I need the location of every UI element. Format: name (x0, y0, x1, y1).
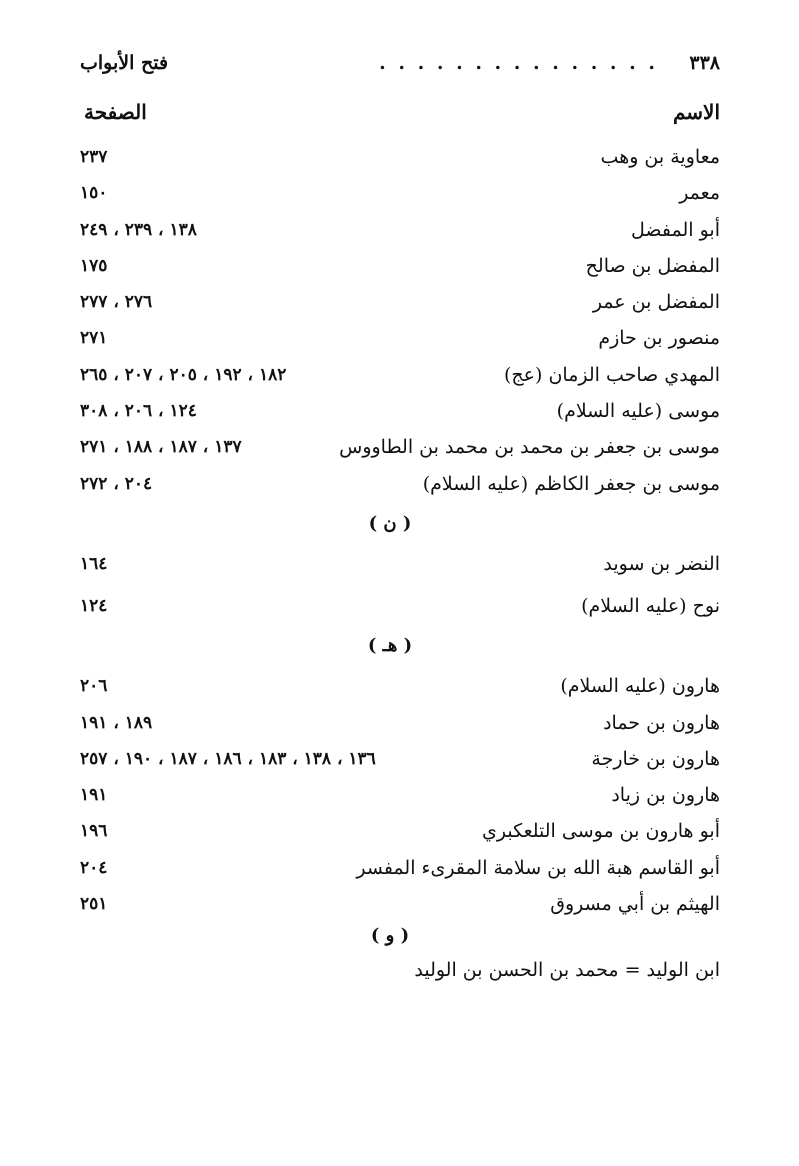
section-letter: ( هـ ) (367, 635, 413, 657)
index-entry (80, 396, 720, 432)
entry-pages: ١٢٤ (80, 595, 108, 616)
leader-dots: . . . . . . . . . . . . . . . (379, 52, 658, 74)
section-heading-waw (80, 925, 720, 959)
cross-reference (80, 959, 720, 997)
entry-name: المفضل بن عمر (592, 291, 720, 314)
index-entry (80, 469, 720, 505)
page-column-heading: الصفحة (84, 100, 147, 124)
index-entry (80, 853, 720, 889)
entry-pages: ١٧٥ (80, 255, 108, 276)
entry-name: معمر (679, 182, 720, 205)
index-entry (80, 287, 720, 323)
entry-pages: ١٢٤ ، ٢٠٦ ، ٣٠٨ (80, 401, 197, 422)
index-entry (80, 816, 720, 852)
entry-pages: ١٣٧ ، ١٨٧ ، ١٨٨ ، ٢٧١ (80, 437, 242, 458)
index-entry (80, 251, 720, 287)
entry-name: المهدي صاحب الزمان (عج) (504, 363, 720, 386)
index-entry (80, 142, 720, 178)
entry-name: أبو القاسم هبة الله بن سلامة المقرىء المفسر (356, 856, 720, 879)
entry-pages: ١٣٨ ، ٢٣٩ ، ٢٤٩ (80, 219, 197, 240)
index-entry (80, 360, 720, 396)
entry-pages: ٢٠٤ (80, 857, 108, 878)
entry-name: أبو المفضل (631, 218, 720, 241)
section-letter: ( ن ) (368, 512, 412, 534)
entry-name: موسى بن جعفر بن محمد بن محمد بن الطاووس (339, 436, 720, 459)
index-entry (80, 178, 720, 214)
section-letter: ( و ) (370, 925, 410, 947)
index-entry (80, 432, 720, 468)
index-entry (80, 744, 720, 780)
entry-pages: ١٩١ (80, 785, 108, 806)
column-headings (80, 88, 720, 142)
entry-name: هارون بن حماد (603, 711, 720, 734)
entry-pages: ٢٧٦ ، ٢٧٧ (80, 292, 153, 313)
index-entry (80, 889, 720, 925)
index-entry (80, 591, 720, 627)
book-title: فتح الأبواب (80, 52, 169, 74)
entry-name: الهيثم بن أبي مسروق (550, 893, 720, 916)
entry-pages: ٢٣٧ (80, 147, 108, 167)
entry-name: هارون (عليه السلام) (560, 675, 720, 698)
section-heading-ha (80, 627, 720, 671)
index-entry (80, 780, 720, 816)
cross-reference-text: ابن الوليد = محمد بن الحسن بن الوليد (414, 959, 720, 982)
index-entry (80, 671, 720, 707)
entry-pages: ١٥٠ (80, 183, 108, 204)
entry-pages: ٢٥١ (80, 894, 108, 915)
entry-pages: ١٦٤ (80, 553, 108, 574)
entry-pages: ١٣٦ ، ١٣٨ ، ١٨٣ ، ١٨٦ ، ١٨٧ ، ١٩٠ ، ٢٥٧ (80, 748, 376, 769)
index-entry (80, 323, 720, 359)
entry-name: معاوية بن وهب (600, 146, 720, 168)
group-nun (80, 549, 720, 627)
entry-pages: ١٩٦ (80, 821, 108, 842)
entry-name: هارون بن خارجة (591, 747, 720, 770)
page-number: ٣٣٨ (689, 52, 720, 74)
entry-name: نوح (عليه السلام) (581, 594, 720, 617)
index-entry (80, 708, 720, 744)
running-header (80, 48, 720, 88)
entry-pages: ١٨٩ ، ١٩١ (80, 712, 153, 733)
entry-name: موسى بن جعفر الكاظم (عليه السلام) (422, 472, 720, 495)
index-entry (80, 215, 720, 251)
entry-pages: ٢٧١ (80, 328, 108, 349)
index-page (80, 48, 720, 997)
entry-name: المفضل بن صالح (585, 254, 720, 277)
entry-pages: ٢٠٦ (80, 676, 108, 697)
entry-pages: ٢٠٤ ، ٢٧٢ (80, 473, 153, 494)
entry-name: هارون بن زياد (611, 784, 720, 807)
entry-name: منصور بن حازم (598, 327, 720, 350)
entry-name: موسى (عليه السلام) (556, 400, 720, 423)
index-entry (80, 549, 720, 591)
entry-name: النضر بن سويد (603, 552, 720, 575)
name-column-heading: الاسم (672, 100, 720, 124)
entry-name: أبو هارون بن موسى التلعكبري (482, 820, 720, 843)
group-mim (80, 142, 720, 505)
group-ha (80, 671, 720, 925)
entry-pages: ١٨٢ ، ١٩٢ ، ٢٠٥ ، ٢٠٧ ، ٢٦٥ (80, 364, 287, 385)
section-heading-nun (80, 505, 720, 549)
